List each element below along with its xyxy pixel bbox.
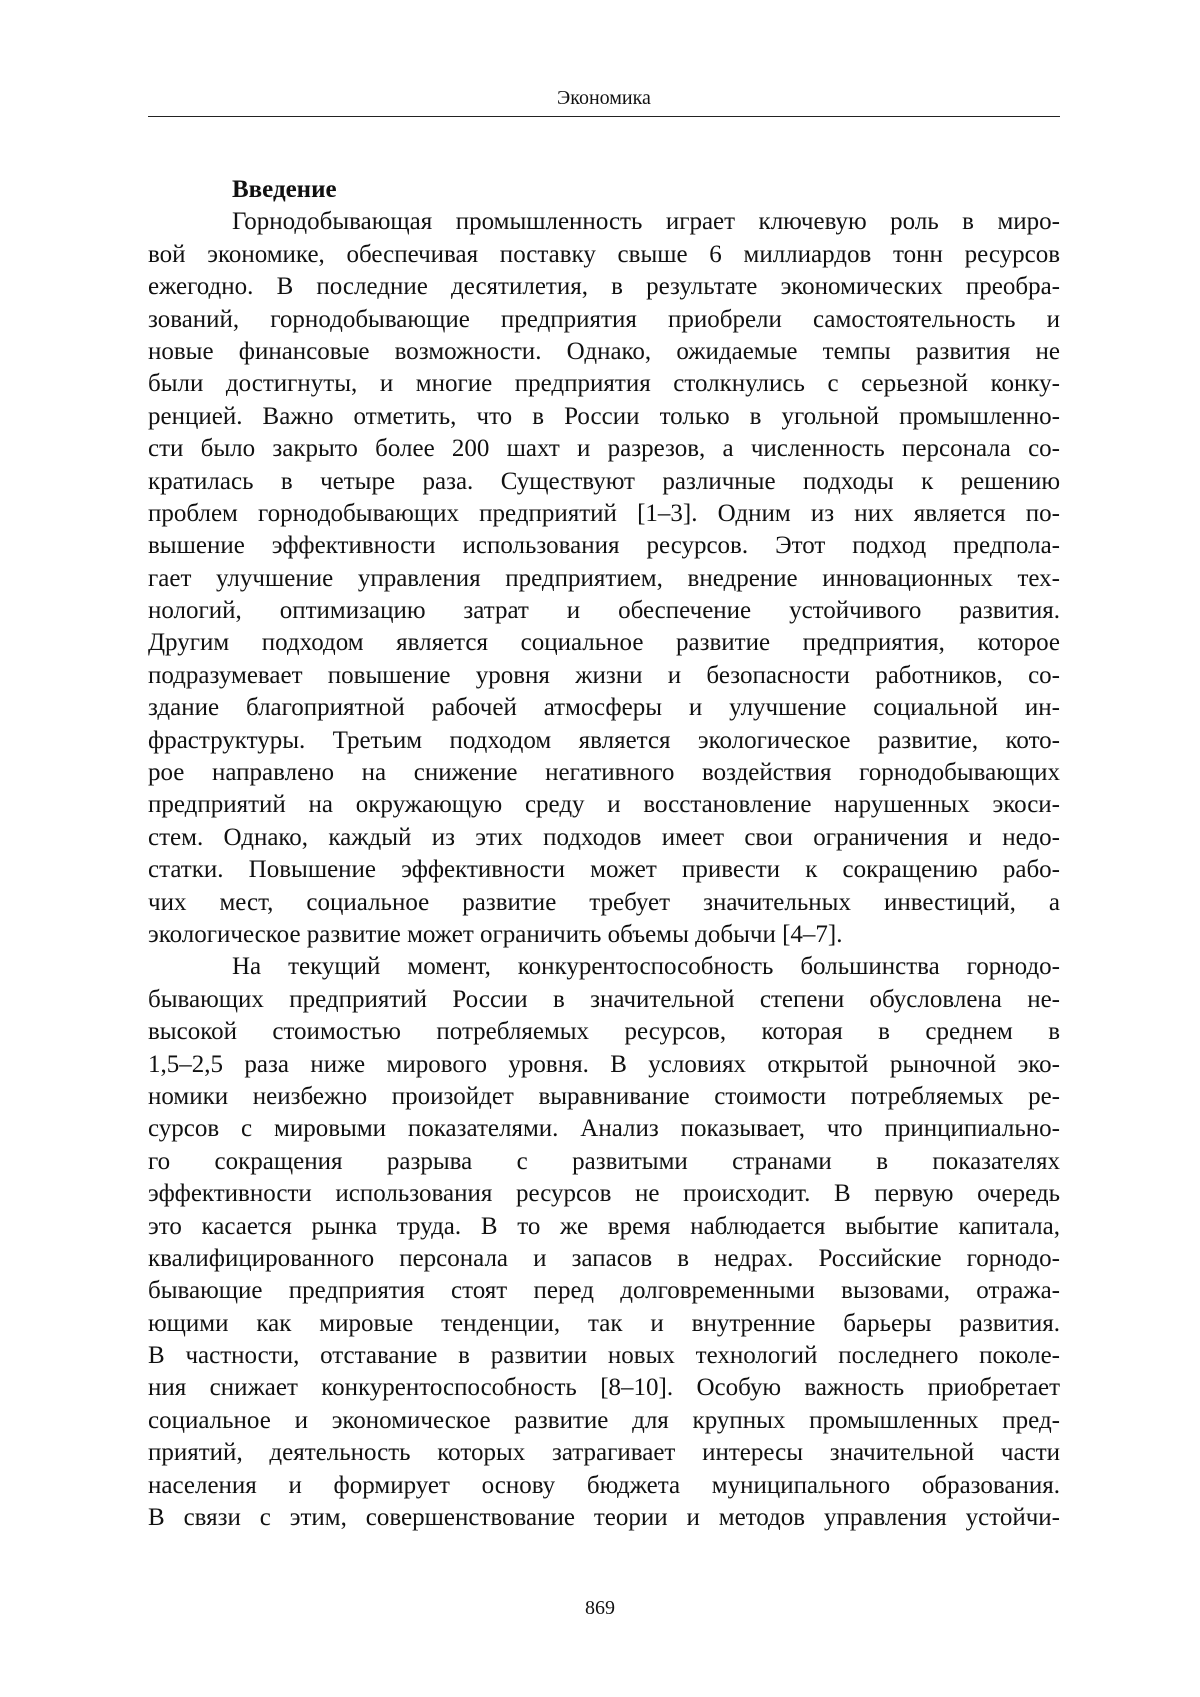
- text-line: эффективности использования ресурсов не происходит. В первую очередь: [148, 1180, 1060, 1208]
- text-line: предприятий на окружающую среду и восстановление нарушенных экоси-: [148, 791, 1060, 819]
- text-line: здание благоприятной рабочей атмосферы и улучшение социальной ин-: [148, 694, 1060, 722]
- text-line: чих мест, социальное развитие требует значительных инвестиций, а: [148, 888, 1060, 916]
- text-line: гает улучшение управления предприятием, внедрение инновационных тех-: [148, 564, 1060, 592]
- text-line: вышение эффективности использования ресурсов. Этот подход предпола-: [148, 532, 1060, 560]
- text-line: бывающие предприятия стоят перед долговременными вызовами, отража-: [148, 1277, 1060, 1305]
- text-line: кратилась в четыре раза. Существуют различные подходы к решению: [148, 467, 1060, 495]
- text-line: 1,5–2,5 раза ниже мирового уровня. В условиях открытой рыночной эко-: [148, 1050, 1060, 1078]
- text-line: проблем горнодобывающих предприятий [1–3]. Одним из них является по-: [148, 499, 1060, 527]
- text-line: го сокращения разрыва с развитыми странами в показателях: [148, 1147, 1060, 1175]
- text-line: сти было закрыто более 200 шахт и разрезов, а численность персонала со-: [148, 435, 1060, 463]
- running-header: Экономика: [557, 87, 651, 109]
- text-line: ренцией. Важно отметить, что в России только в угольной промышленно-: [148, 402, 1060, 430]
- text-line: фраструктуры. Третьим подходом является экологическое развитие, кото-: [148, 726, 1060, 754]
- text-line: Горнодобывающая промышленность играет ключевую роль в миро-: [232, 208, 1060, 236]
- text-line: ежегодно. В последние десятилетия, в результате экономических преобра-: [148, 273, 1060, 301]
- text-line: это касается рынка труда. В то же время наблюдается выбытие капитала,: [148, 1212, 1060, 1240]
- text-line: приятий, деятельность которых затрагивает интересы значительной части: [148, 1439, 1060, 1467]
- text-line: экологическое развитие может ограничить объемы добычи [4–7].: [148, 920, 843, 948]
- text-line: высокой стоимостью потребляемых ресурсов, которая в среднем в: [148, 1018, 1060, 1046]
- text-line: были достигнуты, и многие предприятия столкнулись с серьезной конку-: [148, 370, 1060, 398]
- page-number: 869: [585, 1597, 615, 1619]
- text-line: квалифицированного персонала и запасов в недрах. Российские горнодо-: [148, 1244, 1060, 1272]
- text-line: подразумевает повышение уровня жизни и безопасности работников, со-: [148, 661, 1060, 689]
- section-heading: Введение: [232, 176, 337, 203]
- header-rule: [148, 116, 1060, 117]
- text-line: нологий, оптимизацию затрат и обеспечение устойчивого развития.: [148, 597, 1060, 625]
- text-line: населения и формирует основу бюджета муниципального образования.: [148, 1471, 1060, 1499]
- article-body: [148, 174, 1060, 1534]
- text-line: В связи с этим, совершенствование теории и методов управления устойчи-: [148, 1504, 1060, 1532]
- text-line: статки. Повышение эффективности может привести к сокращению рабо-: [148, 856, 1060, 884]
- text-line: сурсов с мировыми показателями. Анализ показывает, что принципиально-: [148, 1115, 1060, 1143]
- text-line: стем. Однако, каждый из этих подходов имеет свои ограничения и недо-: [148, 823, 1060, 851]
- text-line: бывающих предприятий России в значительной степени обусловлена не-: [148, 985, 1060, 1013]
- text-line: ющими как мировые тенденции, так и внутренние барьеры развития.: [148, 1309, 1060, 1337]
- text-line: рое направлено на снижение негативного воздействия горнодобывающих: [148, 759, 1060, 787]
- text-line: социальное и экономическое развитие для крупных промышленных пред-: [148, 1406, 1060, 1434]
- text-line: Другим подходом является социальное развитие предприятия, которое: [148, 629, 1060, 657]
- text-line: На текущий момент, конкурентоспособность большинства горнодо-: [232, 953, 1060, 981]
- text-line: вой экономике, обеспечивая поставку свыше 6 миллиардов тонн ресурсов: [148, 240, 1060, 268]
- text-line: номики неизбежно произойдет выравнивание стоимости потребляемых ре-: [148, 1082, 1060, 1110]
- text-line: ния снижает конкурентоспособность [8–10]. Особую важность приобретает: [148, 1374, 1060, 1402]
- text-line: новые финансовые возможности. Однако, ожидаемые темпы развития не: [148, 337, 1060, 365]
- text-line: В частности, отставание в развитии новых технологий последнего поколе-: [148, 1342, 1060, 1370]
- text-line: зований, горнодобывающие предприятия приобрели самостоятельность и: [148, 305, 1060, 333]
